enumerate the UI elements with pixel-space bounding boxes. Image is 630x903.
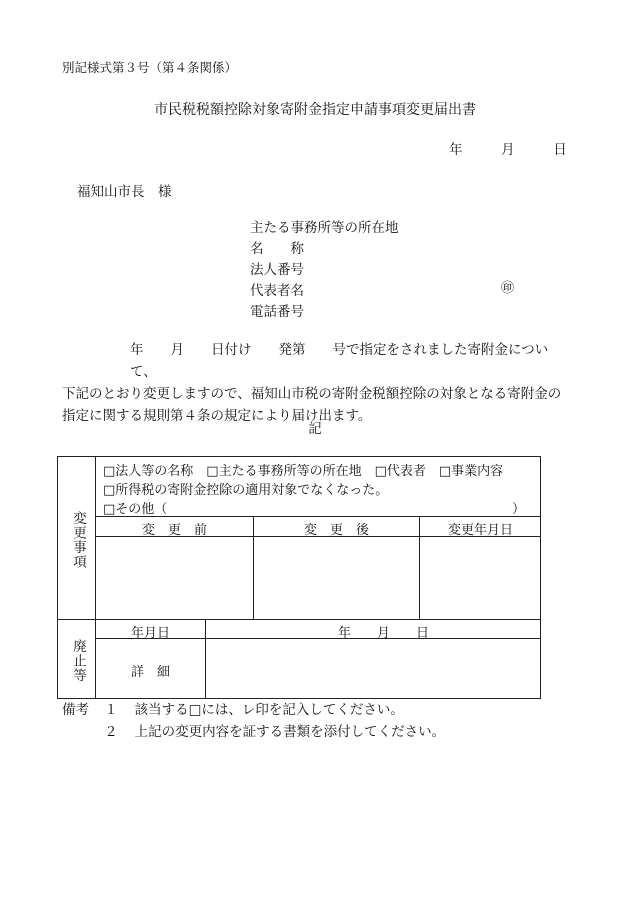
address-label: 主たる事務所等の所在地 — [250, 220, 399, 236]
change-form-table — [57, 456, 541, 699]
change-options-line-1: □法人等の名称 □主たる事務所等の所在地 □代表者 □事業内容 — [103, 464, 504, 479]
body-line-1: 年 月 日付け 発第 号で指定をされました寄附金について、 — [130, 342, 549, 380]
column-after-header: 変 更 後 — [303, 523, 369, 538]
note-text: 上記の変更内容を証する書類を添付してください。 — [134, 724, 446, 740]
body-line-3: 指定に関する規則第４条の規定により届け出ます。 — [62, 408, 372, 424]
phone-label: 電話番号 — [250, 304, 304, 320]
seal-mark: ㊞ — [501, 281, 515, 296]
addressee: 福知山市長 様 — [77, 184, 172, 200]
note-text: 該当する□には、レ印を記入してください。 — [134, 702, 404, 718]
note-number: １ — [104, 702, 118, 718]
abolish-section-label: 廃止等 — [70, 639, 86, 683]
change-options-other-close: ） — [512, 502, 526, 517]
name-label: 名 称 — [250, 241, 304, 257]
body-line-2: 下記のとおり変更しますので、福知山市税の寄附金税額控除の対象となる寄附金の — [62, 386, 562, 402]
notes-section — [62, 699, 445, 743]
section-divider — [58, 619, 541, 620]
column-date-header: 変更年月日 — [447, 523, 513, 538]
notes-label: 備考 — [62, 702, 89, 718]
note-item — [62, 721, 445, 743]
form-reference: 別記様式第３号（第４条関係） — [62, 60, 238, 75]
abolish-label-divider — [205, 619, 206, 698]
body-paragraph — [62, 339, 572, 427]
submission-date — [449, 138, 567, 158]
change-options-line-2: □所得税の寄附金控除の適用対象でなくなった。 — [103, 483, 389, 498]
change-section-label: 変更事項 — [70, 511, 86, 569]
date-year-label: 年 — [449, 142, 463, 158]
date-month-label: 月 — [501, 142, 515, 158]
note-item — [62, 699, 445, 721]
change-options-other: □その他（ — [103, 502, 168, 517]
note-number: ２ — [104, 724, 118, 740]
abolish-date-value: 年 月 日 — [338, 626, 430, 641]
ki-heading: 記 — [308, 421, 322, 437]
abolish-date-label: 年月日 — [130, 626, 170, 641]
date-day-label: 日 — [553, 142, 567, 158]
abolish-detail-label: 詳 細 — [130, 665, 170, 680]
representative-label: 代表者名 — [250, 283, 304, 299]
document-title: 市民税税額控除対象寄附金指定申請事項変更届出書 — [154, 102, 476, 118]
applicant-fields — [250, 218, 399, 323]
corporate-number-label: 法人番号 — [250, 262, 304, 278]
column-before-header: 変 更 前 — [141, 523, 207, 538]
